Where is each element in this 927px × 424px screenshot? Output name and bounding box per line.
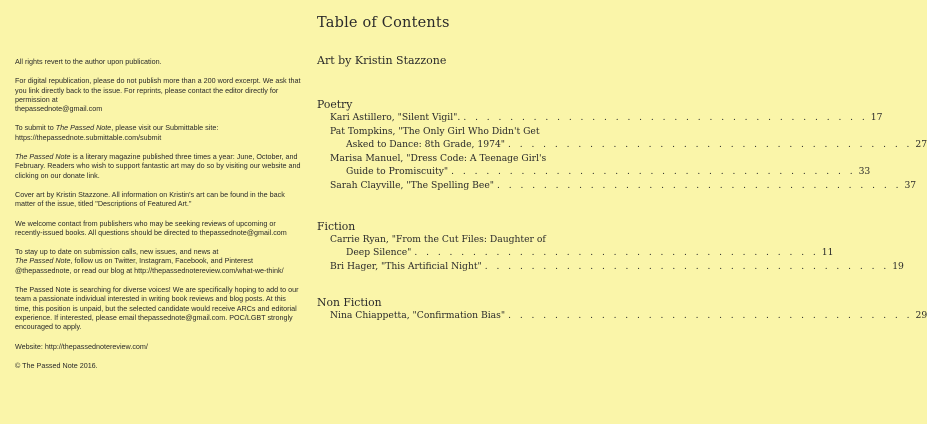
magazine-name: The Passed Note [55, 123, 112, 133]
colophon [15, 57, 303, 380]
submission-url: https://thepassednote.submittable.com/submit [15, 132, 162, 142]
submission-pre: To submit to [15, 123, 56, 133]
website-text: Website: http://thepassednotereview.com/ [15, 341, 148, 351]
publisher-contact-text: We welcome contact from publishers who may be seeking reviews of upcoming or recently-issued books. All questions should be directed to thepassednote@gmail.com [15, 218, 287, 237]
toc-entry-title: Marisa Manuel, "Dress Code: A Teenage Girl's [330, 153, 547, 164]
section-heading-poetry: Poetry [317, 98, 353, 111]
nonfiction-list [330, 309, 927, 323]
toc-page-number: 17 [870, 112, 883, 123]
digital-republication-text [15, 76, 303, 113]
toc-page-number: 19 [892, 261, 904, 272]
team-search-text: The Passed Note is searching for diverse voices! We are specifically hoping to add to our team a passionate individual interested in writing book reviews and blog posts. At this time, this position is unpaid, but the selected candidate would receive ARCs and editorial experience. If interested, please email thepassednote@gmail.com. POC/LGBT strongly encouraged to apply. [15, 285, 299, 332]
toc-entry-title: Nina Chiappetta, "Confirmation Bias" [330, 310, 506, 321]
toc-entry [330, 152, 871, 179]
poetry-list [330, 111, 927, 193]
toc-page-number: 37 [904, 180, 917, 191]
submission-post: , please visit our Submittable site: [111, 123, 219, 133]
dot-leader: . . . . . . . . . . . . . . . . . . . . . . . . . . . . . . . . . . . [508, 311, 913, 321]
about-body: is a literary magazine published three times a year: June, October, and February. Readers who wish to support fantastic art may do so by visiting our website and clicking on our donate link. [15, 152, 301, 180]
toc-title: Table of Contents [317, 15, 450, 31]
toc-entry-title: Guide to Promiscuity" [346, 166, 449, 177]
toc-entry [330, 260, 904, 274]
magazine-name: The Passed Note [15, 152, 71, 162]
dot-leader: . . . . . . . . . . . . . . . . . . . . . . . . . . . . . . . . . . . [414, 248, 819, 258]
copyright-text: © The Passed Note 2016. [15, 360, 98, 370]
toc-entry [330, 233, 834, 260]
toc-entry-title: Bri Hager, "This Artificial Night" [330, 261, 482, 272]
digital-republication-body: For digital republication, please do not publish more than a 200 word excerpt. We ask that you link directly back to the issue. For reprints, please contact the editor directly for permission at [15, 76, 301, 104]
dot-leader: . . . . . . . . . . . . . . . . . . . . . . . . . . . . . . . . . . . [451, 167, 856, 177]
fiction-list [330, 233, 904, 274]
about-text [15, 152, 303, 180]
toc-entry [330, 179, 917, 193]
toc-entry-title: Carrie Ryan, "From the Cut Files: Daughter of [330, 234, 546, 245]
dot-leader: . . . . . . . . . . . . . . . . . . . . . . . . . . . . . . . . . . . [497, 181, 902, 191]
stay-updated-post: , follow us on Twitter, Instagram, Facebook, and Pinterest @thepassednote, or read our blog at http://thepassednotereview.com/what-we-think/ [15, 256, 284, 275]
submission-text [15, 123, 303, 142]
section-heading-nonfiction: Non Fiction [317, 296, 382, 309]
toc-entry-title: Deep Silence" [346, 247, 412, 258]
toc-page-number: 11 [821, 247, 834, 258]
toc-page-number: 33 [858, 166, 871, 177]
toc-entry [330, 125, 927, 152]
section-heading-fiction: Fiction [317, 220, 356, 233]
toc-entry-title: Asked to Dance: 8th Grade, 1974" [346, 139, 506, 150]
dot-leader: . . . . . . . . . . . . . . . . . . . . . . . . . . . . . . . . . . . [463, 113, 868, 123]
toc-page-number: 27 [915, 139, 927, 150]
stay-updated-pre: To stay up to date on submission calls, new issues, and news at [15, 247, 219, 257]
toc-entry-title: Kari Astillero, "Silent Vigil". [330, 112, 461, 123]
digital-republication-email: thepassednote@gmail.com [15, 104, 103, 114]
cover-art-text: Cover art by Kristin Stazzone. All information on Kristin's art can be found in the back matter of the issue, titled "Descriptions of Featured Art." [15, 189, 285, 209]
toc-entry-title: Pat Tompkins, "The Only Girl Who Didn't Get [330, 126, 540, 137]
toc-page-number: 29 [915, 310, 927, 321]
toc-entry [330, 309, 927, 323]
dot-leader: . . . . . . . . . . . . . . . . . . . . . . . . . . . . . . . . . . . [508, 140, 913, 150]
toc-entry [330, 111, 883, 125]
dot-leader: . . . . . . . . . . . . . . . . . . . . . . . . . . . . . . . . . . . [484, 262, 890, 272]
art-credit: Art by Kristin Stazzone [317, 54, 447, 67]
toc-entry-title: Sarah Clayville, "The Spelling Bee" [330, 180, 495, 191]
stay-updated-text [15, 247, 303, 275]
magazine-name: The Passed Note [15, 256, 71, 266]
rights-text: All rights revert to the author upon publication. [15, 57, 162, 66]
